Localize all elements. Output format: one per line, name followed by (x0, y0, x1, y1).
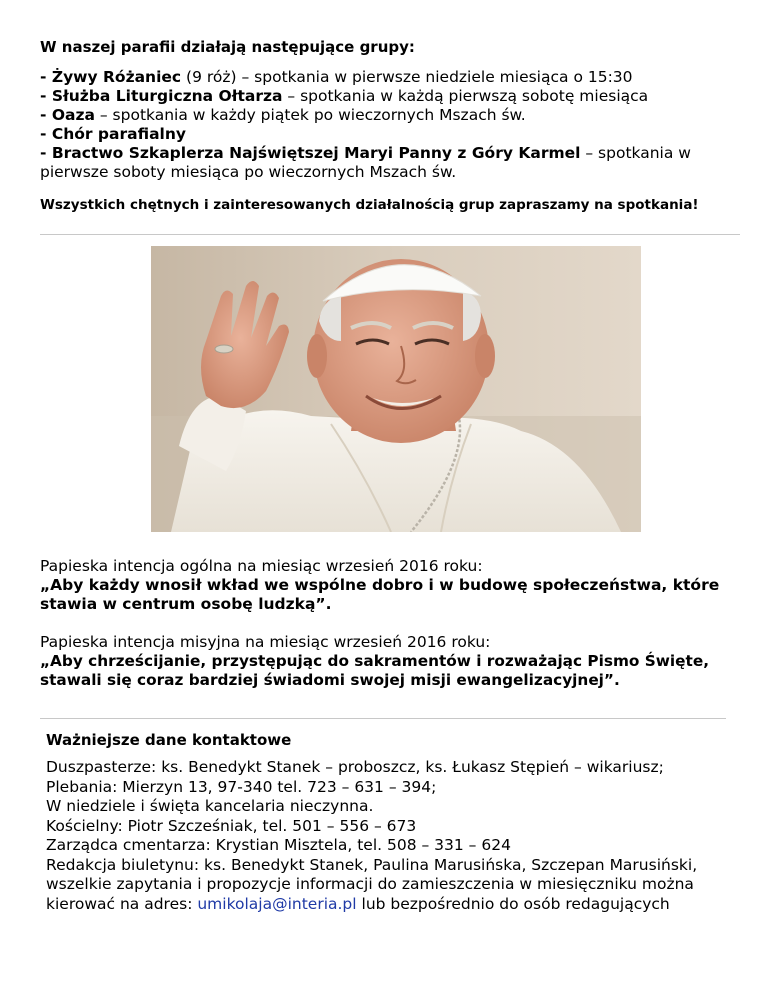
group-item-bractwo (40, 144, 740, 182)
contacts-editors: Redakcja biuletynu: ks. Benedykt Stanek, Paulina Marusińska, Szczepan Marusiński, (46, 855, 698, 874)
contacts-heading: Ważniejsze dane kontaktowe (46, 731, 292, 749)
group-name: - Oaza (40, 106, 95, 124)
contacts-inquiries: wszelkie zapytania i propozycje informacji do zamieszczenia w miesięczniku można (46, 875, 694, 893)
group-details: (9 róż) – spotkania w pierwsze niedziele miesiąca o 15:30 (181, 68, 633, 86)
contacts-sexton: Kościelny: Piotr Szcześniak, tel. 501 – 556 – 673 (46, 816, 417, 835)
group-item-oaza (40, 106, 740, 125)
contacts-block (46, 758, 746, 914)
general-intention-text: „Aby każdy wnosił wkład we wspólne dobro i w budowę społeczeństwa, które stawia w centrum osobę ludzką”. (40, 576, 720, 613)
mission-intention (40, 633, 740, 690)
group-details: – spotkania w pierwsze soboty miesiąca po wieczornych Mszach św. (40, 144, 691, 181)
address-prefix: kierować na adres: (46, 894, 198, 913)
group-name: - Służba Liturgiczna Ołtarza (40, 87, 283, 105)
contacts-clergy: Duszpasterze: ks. Benedykt Stanek – proboszcz, ks. Łukasz Stępień – wikariusz; (46, 758, 664, 776)
groups-list (40, 68, 740, 182)
general-intention (40, 557, 740, 614)
pope-photo (151, 246, 641, 532)
pope-photo-illustration (151, 246, 641, 532)
mission-intention-label: Papieska intencja misyjna na miesiąc wrzesień 2016 roku: (40, 633, 491, 651)
group-name: - Żywy Różaniec (40, 68, 182, 86)
group-details: – spotkania w każdy piątek po wieczornych Mszach św. (94, 106, 526, 124)
mission-intention-text: „Aby chrześcijanie, przystępując do sakramentów i rozważając Pismo Święte, stawali się coraz bardziej świadomi swojej misji ewangelizacyjnej”. (40, 652, 709, 689)
group-name: - Bractwo Szkaplerza Najświętszej Maryi Panny z Góry Karmel (40, 144, 581, 162)
divider-bottom (40, 718, 726, 719)
group-item-rozaniec (40, 68, 740, 87)
divider-top (40, 234, 740, 235)
group-name: - Chór parafialny (40, 125, 186, 143)
general-intention-label: Papieska intencja ogólna na miesiąc wrzesień 2016 roku: (40, 557, 483, 575)
contacts-address-line (46, 895, 746, 915)
invite-text: Wszystkich chętnych i zainteresowanych działalnością grup zapraszamy na spotkania! (40, 197, 699, 213)
email-link[interactable]: umikolaja@interia.pl (197, 894, 357, 913)
groups-heading: W naszej parafii działają następujące grupy: (40, 38, 415, 56)
contacts-office-note: W niedziele i święta kancelaria nieczynna. (46, 797, 374, 815)
group-item-chor (40, 125, 740, 144)
contacts-cemetery: Zarządca cmentarza: Krystian Misztela, tel. 508 – 331 – 624 (46, 836, 511, 854)
contacts-rectory: Plebania: Mierzyn 13, 97-340 tel. 723 – 631 – 394; (46, 777, 437, 796)
group-item-sluzba (40, 87, 740, 106)
address-suffix: lub bezpośrednio do osób redagujących (356, 894, 670, 913)
group-details: – spotkania w każdą pierwszą sobotę miesiąca (282, 87, 649, 105)
